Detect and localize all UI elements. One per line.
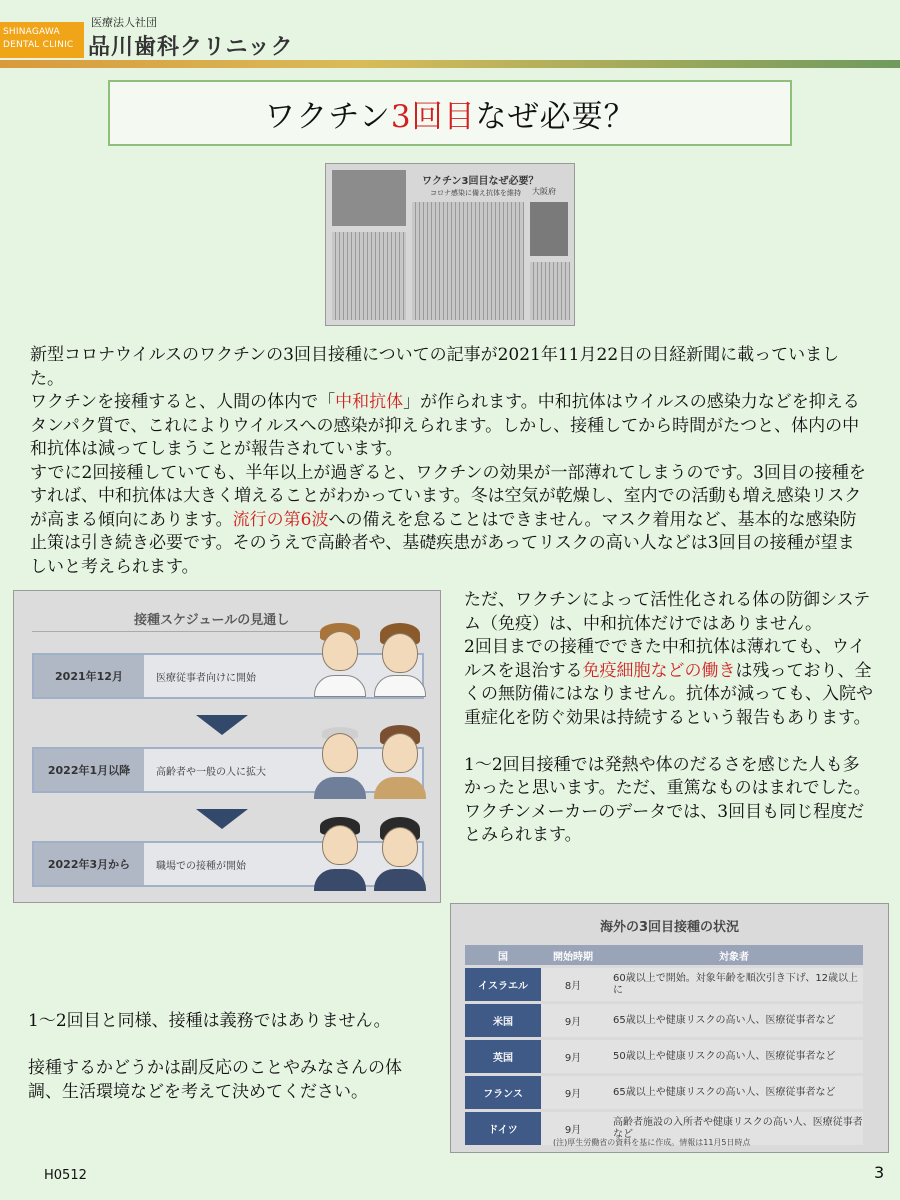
right-paragraph-1: ただ、ワクチンによって活性化される体の防御システム（免疫）は、中和抗体だけではありません。 bbox=[464, 590, 871, 634]
newspaper-photo bbox=[332, 170, 406, 226]
cell-country: イスラエル bbox=[465, 968, 541, 1001]
cell-target: 60歳以上で開始。対象年齢を順次引き下げ、12歳以上に bbox=[605, 968, 863, 1001]
overseas-booster-status-image bbox=[450, 903, 889, 1153]
down-arrow-icon bbox=[196, 809, 248, 829]
schedule-desc: 高齢者や一般の人に拡大 bbox=[156, 767, 266, 778]
title-part-1: ワクチン bbox=[264, 98, 391, 135]
newspaper-clipping-image bbox=[325, 163, 575, 326]
org-label: 医療法人社団 bbox=[91, 16, 157, 29]
title-highlight: 3回目 bbox=[390, 98, 476, 135]
table-row bbox=[465, 968, 863, 1001]
newspaper-column bbox=[412, 202, 524, 320]
main-paragraph-2 bbox=[30, 391, 870, 462]
table-row bbox=[465, 1076, 863, 1109]
right-paragraph-2 bbox=[464, 636, 876, 730]
schedule-date: 2022年3月から bbox=[34, 843, 144, 885]
overseas-table bbox=[465, 942, 863, 1148]
header-target: 対象者 bbox=[605, 945, 863, 965]
main-p3-highlight: 流行の第6波 bbox=[232, 509, 329, 530]
schedule-date: 2021年12月 bbox=[34, 655, 144, 697]
bottom-paragraph-1: 1～2回目と同様、接種は義務ではありません。 bbox=[28, 1011, 391, 1031]
overseas-source-note: (注)厚生労働省の資料を基に作成。情報は11月5日時点 bbox=[553, 1138, 751, 1147]
down-arrow-icon bbox=[196, 715, 248, 735]
page-title bbox=[108, 80, 792, 146]
main-paragraph-1: 新型コロナウイルスのワクチンの3回目接種についての記事が2021年11月22日の日経新聞に載っていました。 bbox=[30, 345, 840, 389]
elderly-man-illustration bbox=[310, 719, 370, 799]
document-code: H0512 bbox=[44, 1168, 87, 1183]
doctor-illustration bbox=[310, 619, 370, 699]
newspaper-side-head: 大阪府 bbox=[532, 187, 556, 196]
schedule-desc: 医療従事者向けに開始 bbox=[156, 673, 256, 684]
right-column-text bbox=[464, 589, 876, 848]
schedule-title: 接種スケジュールの見通し bbox=[134, 613, 290, 628]
right-p2-text-a: 2回目までの接種でできた中和抗体は薄れても、ウイルスを退治する bbox=[464, 637, 866, 681]
overseas-title: 海外の3回目接種の状況 bbox=[599, 920, 740, 935]
cell-country: 英国 bbox=[465, 1040, 541, 1073]
logo-line-1: SHINAGAWA bbox=[3, 27, 60, 37]
elderly-woman-illustration bbox=[370, 719, 430, 799]
clinic-name: 品川歯科クリニック bbox=[88, 35, 294, 60]
main-paragraph-3 bbox=[30, 462, 870, 580]
schedule-desc: 職場での接種が開始 bbox=[156, 861, 246, 872]
cell-target: 65歳以上や健康リスクの高い人、医療従事者など bbox=[605, 1004, 863, 1037]
header-country: 国 bbox=[465, 945, 541, 965]
clinic-logo bbox=[0, 22, 84, 58]
newspaper-headline: ワクチン3回目なぜ必要？ bbox=[422, 176, 539, 187]
cell-target: 65歳以上や健康リスクの高い人、医療従事者など bbox=[605, 1076, 863, 1109]
bottom-left-text bbox=[28, 1010, 428, 1104]
office-worker-woman-illustration bbox=[370, 813, 430, 893]
table-row bbox=[465, 1040, 863, 1073]
newspaper-column bbox=[530, 262, 570, 320]
office-worker-man-illustration bbox=[310, 813, 370, 893]
cell-month: 8月 bbox=[541, 968, 605, 1001]
cell-month: 9月 bbox=[541, 1076, 605, 1109]
vaccination-schedule-image bbox=[13, 590, 441, 903]
newspaper-portrait bbox=[530, 202, 568, 256]
right-p2-highlight: 免疫細胞などの働き bbox=[582, 660, 736, 681]
header bbox=[0, 0, 900, 72]
cell-target: 高齢者施設の入所者や健康リスクの高い人、医療従事者など bbox=[605, 1112, 863, 1145]
main-p2-text-b: 」が作られます。中和抗体はウイルスの感染力などを抑えるタンパク質で、これによりウイルスへの感染が抑えられます。しかし、接種してから時間がたつと、体内の中和抗体は減ってしまうことが報告されています。 bbox=[30, 392, 860, 459]
table-header-row bbox=[465, 945, 863, 965]
right-p2-text-b: は残っており、全くの無防備にはなりません。抗体が減っても、入院や重症化を防ぐ効果は持続するという報告もあります。 bbox=[464, 660, 874, 728]
bottom-paragraph-2: 接種するかどうかは副反応のことやみなさんの体調、生活環境などを考えて決めてください。 bbox=[28, 1058, 402, 1102]
newspaper-subhead: コロナ感染に備え抗体を維持 bbox=[430, 189, 521, 197]
main-p2-text-a: ワクチンを接種すると、人間の体内で「 bbox=[30, 392, 336, 412]
schedule-title-rule bbox=[32, 631, 332, 632]
title-part-2: なぜ必要？ bbox=[475, 98, 636, 135]
cell-target: 50歳以上や健康リスクの高い人、医療従事者など bbox=[605, 1040, 863, 1073]
cell-month: 9月 bbox=[541, 1040, 605, 1073]
newspaper-column bbox=[332, 232, 406, 320]
schedule-date: 2022年1月以降 bbox=[34, 749, 144, 791]
header-start: 開始時期 bbox=[541, 945, 605, 965]
main-p3-text-b: への備えを怠ることはできません。マスク着用など、基本的な感染防止策は引き続き必要です。そのうえで高齢者や、基礎疾患があってリスクの高い人などは3回目の接種が望ましいと考えられます。 bbox=[30, 509, 857, 577]
cell-country: 米国 bbox=[465, 1004, 541, 1037]
nurse-illustration bbox=[370, 619, 430, 699]
cell-month: 9月 bbox=[541, 1004, 605, 1037]
cell-month: 9月 bbox=[541, 1112, 605, 1145]
cell-country: ドイツ bbox=[465, 1112, 541, 1145]
right-paragraph-3: 1～2回目接種では発熱や体のだるさを感じた人も多かったと思います。ただ、重篤なものはまれでした。ワクチンメーカーのデータでは、3回目も同じ程度だとみられます。 bbox=[464, 754, 871, 845]
header-divider bbox=[0, 60, 900, 68]
main-article-text bbox=[30, 344, 870, 579]
cell-country: フランス bbox=[465, 1076, 541, 1109]
page-number: 3 bbox=[874, 1163, 885, 1182]
logo-line-2: DENTAL CLINIC bbox=[3, 40, 74, 50]
main-p3-text-a: すでに2回接種していても、半年以上が過ぎると、ワクチンの効果が一部薄れてしまうのです。3回目の接種をすれば、中和抗体は大きく増えることがわかっています。冬は空気が乾燥し、室内での活動も増え感染リスクが高まる傾向にあります。 bbox=[30, 462, 866, 530]
table-row bbox=[465, 1004, 863, 1037]
main-p2-highlight: 中和抗体 bbox=[335, 392, 404, 412]
